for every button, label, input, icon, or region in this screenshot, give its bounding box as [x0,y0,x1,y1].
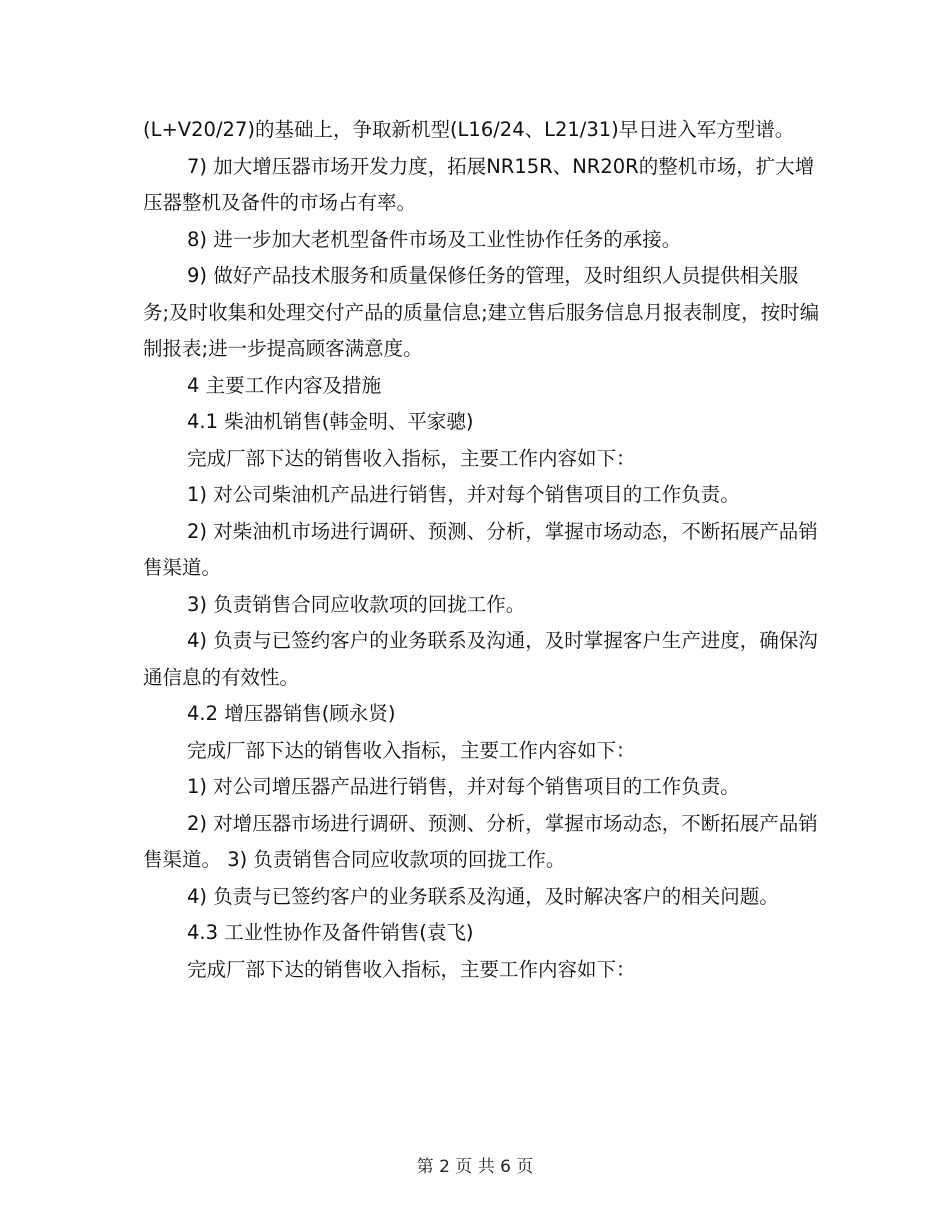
paragraph: 3) 负责销售合同应收款项的回拢工作。 [187,592,526,616]
paragraph: 7) 加大增压器市场开发力度，拓展NR15R、NR20R的整机市场，扩大增压器整机及备件的市场占有率。 [143,154,815,214]
paragraph: 完成厂部下达的销售收入指标，主要工作内容如下： [187,446,636,470]
paragraph: 完成厂部下达的销售收入指标，主要工作内容如下： [187,957,636,981]
section-heading: 4 主要工作内容及措施 [187,373,382,397]
paragraph: 4) 负责与已签约客户的业务联系及沟通，及时掌握客户生产进度，确保沟通信息的有效性。 [143,629,818,689]
paragraph: 2) 对柴油机市场进行调研、预测、分析，掌握市场动态，不断拓展产品销售渠道。 [143,519,818,579]
paragraph: 4) 负责与已签约客户的业务联系及沟通，及时解决客户的相关问题。 [187,884,779,908]
subsection-heading: 4.3 工业性协作及备件销售(袁飞) [187,921,474,944]
paragraph: (L+V20/27)的基础上，争取新机型(L16/24、L21/31)早日进入军方型谱。 [143,118,795,141]
paragraph: 9) 做好产品技术服务和质量保修任务的管理，及时组织人员提供相关服务;及时收集和处理交付产品的质量信息;建立售后服务信息月报表制度，按时编制报表;进一步提高顾客满意度。 [143,264,820,360]
paragraph: 1) 对公司增压器产品进行销售，并对每个销售项目的工作负责。 [187,775,740,798]
paragraph: 2) 对增压器市场进行调研、预测、分析，掌握市场动态，不断拓展产品销售渠道。 3) 负责销售合同应收款项的回拢工作。 [143,811,818,871]
subsection-heading: 4.1 柴油机销售(韩金明、平家骢) [187,410,474,433]
page-number-footer: 第 2 页 共 6 页 [416,1157,534,1177]
subsection-heading: 4.2 增压器销售(顾永贤) [187,702,396,725]
paragraph: 1) 对公司柴油机产品进行销售，并对每个销售项目的工作负责。 [187,483,740,506]
document-body [143,112,823,988]
paragraph: 完成厂部下达的销售收入指标，主要工作内容如下： [187,738,636,762]
paragraph: 8) 进一步加大老机型备件市场及工业性协作任务的承接。 [187,227,682,251]
